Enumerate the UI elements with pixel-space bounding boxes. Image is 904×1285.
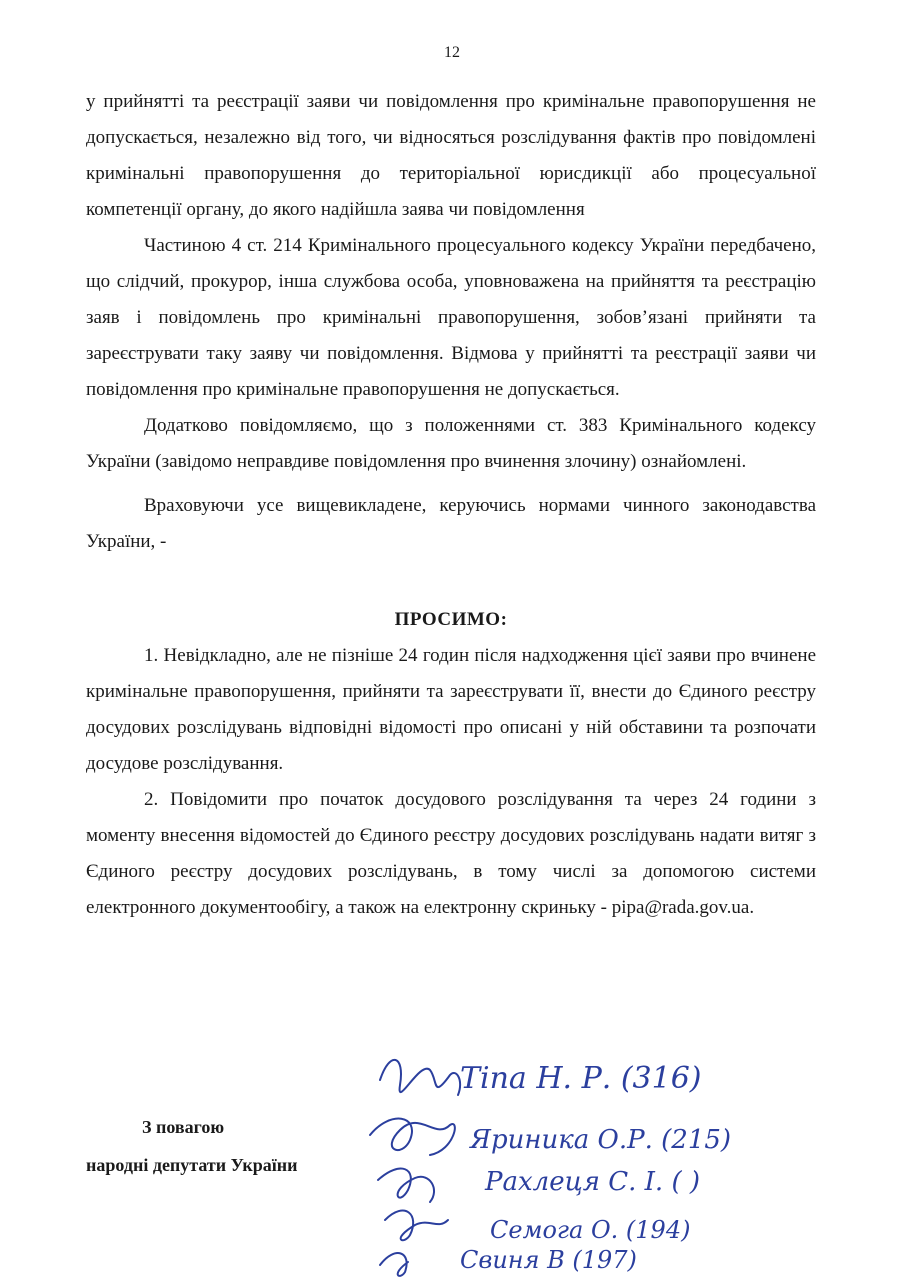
paragraph-considering: Враховуючи усе вищевикладене, керуючись нормами чинного законодавства України, - [86, 495, 816, 552]
document-body [86, 84, 816, 926]
paragraph-article-383: Додатково повідомляємо, що з положеннями ст. 383 Кримінального кодексу України (завідомо неправдиве повідомлення про вчинення злочину) ознайомлені. [86, 415, 816, 472]
signature-scribble-4 [385, 1211, 448, 1241]
handwritten-signatures [360, 1040, 780, 1280]
request-heading: ПРОСИМО: [394, 609, 508, 630]
signature-4: Семога О. (194) [490, 1216, 691, 1244]
signature-scribble-5 [380, 1253, 408, 1276]
signature-scribble-1 [380, 1060, 460, 1095]
closing-block [86, 1108, 386, 1184]
signature-5: Свиня В (197) [460, 1246, 637, 1274]
signature-scribble-3 [378, 1169, 434, 1202]
closing-deputies: народні депутати України [86, 1155, 298, 1175]
page-number: 12 [444, 44, 460, 61]
request-item-2: 2. Повідомити про початок досудового розслідування та через 24 години з моменту внесення відомостей до Єдиного реєстру досудових розслідувань надати витяг з Єдиного реєстру досудових розслідувань, в тому числі за допомогою системи електронного документообігу, а також на електронну скриньку - pipa@rada.gov.ua. [86, 789, 816, 918]
signature-block [360, 1040, 780, 1280]
signature-scribble-2 [370, 1119, 455, 1155]
signature-1: Тіпа Н. Р. (316) [460, 1061, 702, 1096]
signature-3: Рахлеця С. І. ( ) [485, 1167, 700, 1197]
paragraph-continued: у прийнятті та реєстрації заяви чи повідомлення про кримінальне правопорушення не допускається, незалежно від того, чи відносяться розслідування фактів про повідомлені кримінальні правопорушення до територіальної юрисдикції або процесуальної компетенції органу, до якого надійшла заява чи повідомлення [86, 91, 816, 220]
request-item-1: 1. Невідкладно, але не пізніше 24 годин після надходження цієї заяви про вчинене кримінальне правопорушення, прийняти та зареєструвати її, внести до Єдиного реєстру досудових розслідувань відповідні відомості про описані у ній обставини та розпочати досудове розслідування. [86, 645, 816, 774]
paragraph-article-214: Частиною 4 ст. 214 Кримінального процесуального кодексу України передбачено, що слідчий, прокурор, інша службова особа, уповноважена на прийняття та реєстрацію заяв і повідомлень про кримінальні правопорушення, зобов’язані прийняти та зареєструвати таку заяву чи повідомлення. Відмова у прийнятті та реєстрації заяви чи повідомлення про кримінальне правопорушення не допускається. [86, 235, 816, 400]
closing-regards: З повагою [142, 1117, 225, 1137]
signature-2: Яриника О.Р. (215) [470, 1125, 732, 1155]
